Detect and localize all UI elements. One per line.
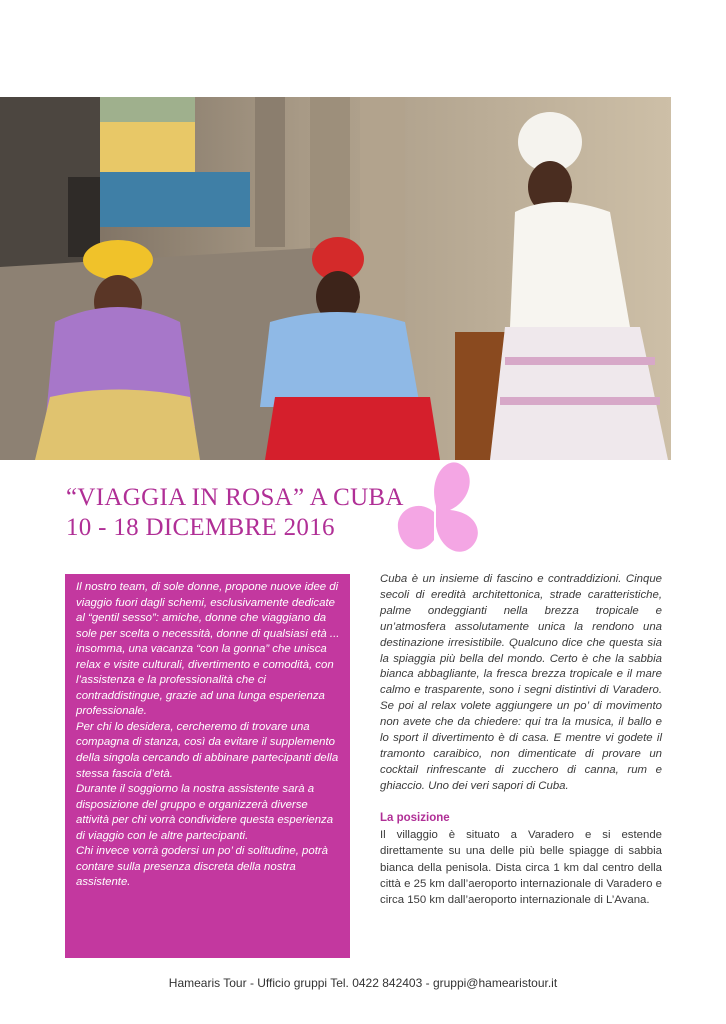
intro-paragraph: Per chi lo desidera, cercheremo di trovare una compagna di stanza, così da evitare il supplemento della singola cercando di abbinare partecipanti della stessa fascia d’età.	[76, 720, 339, 780]
intro-paragraph: Durante il soggiorno la nostra assistente sarà a disposizione del gruppo e organizzerà diverse attività per chi vorrà condividere questa esperienza di viaggio con le altre partecipanti.	[76, 783, 334, 842]
position-description: Il villaggio è situato a Varadero e si estende direttamente su una delle più belle spiagge di sabbia bianca della penisola. Dista circa 1 km dal centro della città e 25 km dall’aeroporto internazionale di Varadero e circa 150 km dall’aeroporto internazionale di L’Avana.	[380, 828, 662, 907]
intro-paragraph: Il nostro team, di sole donne, propone nuove idee di viaggio fuori dagli schemi, esclusivamente dedicate al “gentil sesso”: amiche, donne che viaggiano da sole per scelta o necessità, donne di qualsiasi età ... insomma, una vacanza “con la gonna” che unisca relax e visite culturali, divertimento e comodità, con l’assistenza e la professionalità che ci contraddistingue, grazie ad una lunga esperienza professionale.	[76, 581, 340, 718]
footer-contact: Hamearis Tour - Ufficio gruppi Tel. 0422 842403 - gruppi@hamearistour.it	[168, 976, 558, 990]
description-column	[380, 572, 662, 909]
page-title	[66, 483, 404, 543]
title-line-2: 10 - 18 DICEMBRE 2016	[66, 514, 335, 541]
title-line-1: “VIAGGIA IN ROSA” A CUBA	[66, 484, 404, 511]
cuba-description: Cuba è un insieme di fascino e contraddizioni. Cinque secoli di eredità architettonica, strade caratteristiche, palme ondeggianti nella brezza tropicale e un’atmosfera assolutamente unica la rendono una destinazione irresistibile. Qualcuno dice che questa sia la spiaggia più bella del mondo. Certo è che la sabbia bianca abbagliante, la fresca brezza tropicale e il mare calmo e trasparente, sono i segni distintivi di Varadero. Se poi al relax volete aggiungere un po’ di movimento non avete che da chiedere: qui tra la musica, il ballo e lo sport il divertimento è di casa. E mentre vi godete il tramonto caraibico, non dimenticate di provare un cocktail rinfrescante di zucchero di canna, rum e ghiaccio. Uno dei veri sapori di Cuba.	[380, 573, 662, 792]
intro-box	[65, 574, 350, 958]
cuba-women-street-photo-icon	[0, 97, 671, 460]
header-photo	[0, 97, 671, 460]
intro-paragraph: Chi invece vorrà godersi un po’ di solitudine, potrà contare sulla presenza discreta della nostra assistente.	[76, 845, 329, 889]
section-title: La posizione	[380, 811, 450, 824]
